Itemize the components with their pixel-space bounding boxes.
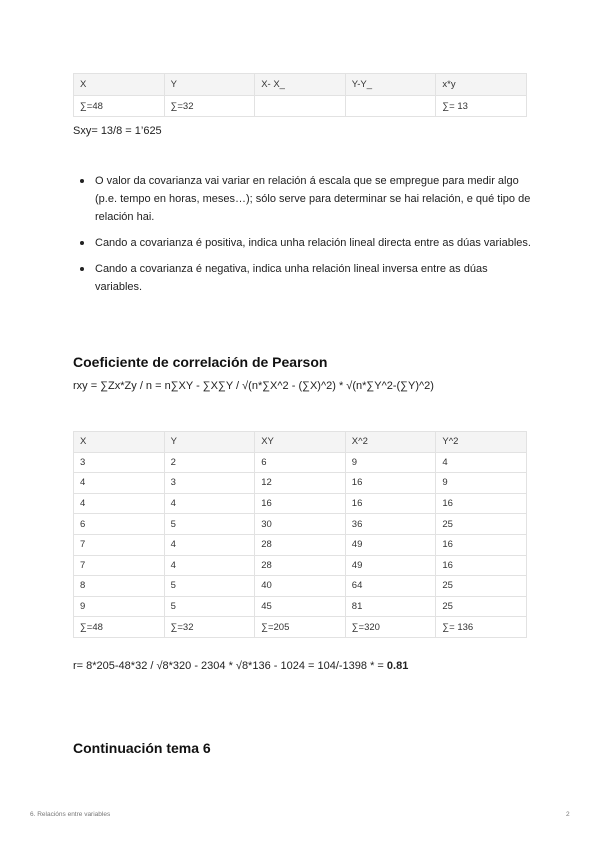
- column-header: Y: [164, 74, 255, 96]
- table-row: [74, 576, 527, 597]
- column-header: X: [74, 432, 165, 453]
- table-cell: 5: [164, 576, 255, 597]
- table-cell: 7: [74, 555, 165, 576]
- table-cell: 25: [436, 514, 527, 535]
- table-cell: 30: [255, 514, 346, 535]
- table-cell: 45: [255, 596, 346, 617]
- table-cell: 16: [255, 493, 346, 514]
- column-header: Y-Y_: [345, 74, 436, 96]
- table-row: [74, 514, 527, 535]
- bullet-dot-icon: [80, 179, 84, 183]
- table-cell: ∑=320: [345, 617, 436, 638]
- table-cell: 25: [436, 576, 527, 597]
- table-row: [74, 452, 527, 473]
- table-row: [74, 555, 527, 576]
- table-row: [74, 493, 527, 514]
- column-header: X: [74, 74, 165, 96]
- table-header-row: [74, 432, 527, 453]
- table-cell: 5: [164, 596, 255, 617]
- table-cell: 4: [74, 473, 165, 494]
- column-header: XY: [255, 432, 346, 453]
- table-row: [74, 96, 527, 117]
- table-cell: 9: [74, 596, 165, 617]
- table-cell: ∑=32: [164, 617, 255, 638]
- column-header: X^2: [345, 432, 436, 453]
- table-cell: 49: [345, 534, 436, 555]
- table-cell: ∑=32: [164, 96, 255, 117]
- table-cell: 36: [345, 514, 436, 535]
- column-header: x*y: [436, 74, 527, 96]
- column-header: Y^2: [436, 432, 527, 453]
- table-cell: 81: [345, 596, 436, 617]
- table-cell: ∑=48: [74, 96, 165, 117]
- bullet-text: Cando a covarianza é positiva, indica unha relación lineal directa entre as dúas variables.: [95, 237, 531, 249]
- table-cell: 64: [345, 576, 436, 597]
- table-row: [74, 617, 527, 638]
- table-cell: ∑= 13: [436, 96, 527, 117]
- table-cell: ∑= 136: [436, 617, 527, 638]
- table-cell: 16: [436, 555, 527, 576]
- table-cell: ∑=48: [74, 617, 165, 638]
- column-header: X- X_: [255, 74, 346, 96]
- footer-page-number: 2: [566, 811, 570, 818]
- table-cell: 16: [345, 493, 436, 514]
- bullet-item: [73, 172, 533, 226]
- table-cell: 4: [74, 493, 165, 514]
- table-cell: 28: [255, 534, 346, 555]
- table-cell: 9: [345, 452, 436, 473]
- table-cell: 8: [74, 576, 165, 597]
- section-heading-pearson: Coeficiente de correlación de Pearson: [73, 354, 328, 370]
- table-cell: 3: [74, 452, 165, 473]
- table-cell: 16: [436, 493, 527, 514]
- r-calculation-text: r= 8*205-48*32 / √8*320 - 2304 * √8*136 - 1024 = 104/-1398 * =: [73, 660, 387, 672]
- pearson-formula: rxy = ∑Zx*Zy / n = n∑XY - ∑X∑Y / √(n*∑X^2 - (∑X)^2) * √(n*∑Y^2-(∑Y)^2): [73, 380, 434, 392]
- pearson-table: [73, 431, 527, 638]
- bullet-dot-icon: [80, 241, 84, 245]
- table-header-row: [74, 74, 527, 96]
- table-cell: 5: [164, 514, 255, 535]
- table-cell: 9: [436, 473, 527, 494]
- bullet-item: [73, 234, 533, 252]
- table-cell: 12: [255, 473, 346, 494]
- table-cell: 16: [436, 534, 527, 555]
- table-cell: 2: [164, 452, 255, 473]
- r-result-value: 0.81: [386, 660, 409, 672]
- table-cell: 25: [436, 596, 527, 617]
- table-row: [74, 473, 527, 494]
- table-cell: 4: [436, 452, 527, 473]
- column-header: Y: [164, 432, 255, 453]
- bullet-text: O valor da covarianza vai variar en relación á escala que se empregue para medir algo (p.e. tempo en horas, meses…); sólo serve para determinar se hai relación, e qué tipo de relación hai.: [95, 175, 531, 223]
- footer-chapter-title: 6. Relacións entre variables: [30, 811, 111, 818]
- table-cell: 3: [164, 473, 255, 494]
- section-heading-continuation: Continuación tema 6: [73, 740, 211, 756]
- table-cell: ∑=205: [255, 617, 346, 638]
- table-cell: 6: [74, 514, 165, 535]
- table-cell: 49: [345, 555, 436, 576]
- table-cell: 6: [255, 452, 346, 473]
- table-cell: 4: [164, 493, 255, 514]
- table-row: [74, 596, 527, 617]
- table-cell: 7: [74, 534, 165, 555]
- sxy-result: Sxy= 13/8 = 1’625: [73, 125, 162, 137]
- table-cell: [255, 96, 346, 117]
- bullet-item: [73, 260, 533, 296]
- table-cell: 16: [345, 473, 436, 494]
- bullet-dot-icon: [80, 267, 84, 271]
- table-row: [74, 534, 527, 555]
- table-cell: 4: [164, 555, 255, 576]
- bullet-text: Cando a covarianza é negativa, indica unha relación lineal inversa entre as dúas variables.: [95, 263, 488, 293]
- table-cell: 4: [164, 534, 255, 555]
- pearson-r-calculation: [73, 660, 408, 672]
- table-cell: 28: [255, 555, 346, 576]
- covariance-table: [73, 73, 527, 117]
- covariance-notes-list: [73, 172, 533, 304]
- table-cell: [345, 96, 436, 117]
- table-cell: 40: [255, 576, 346, 597]
